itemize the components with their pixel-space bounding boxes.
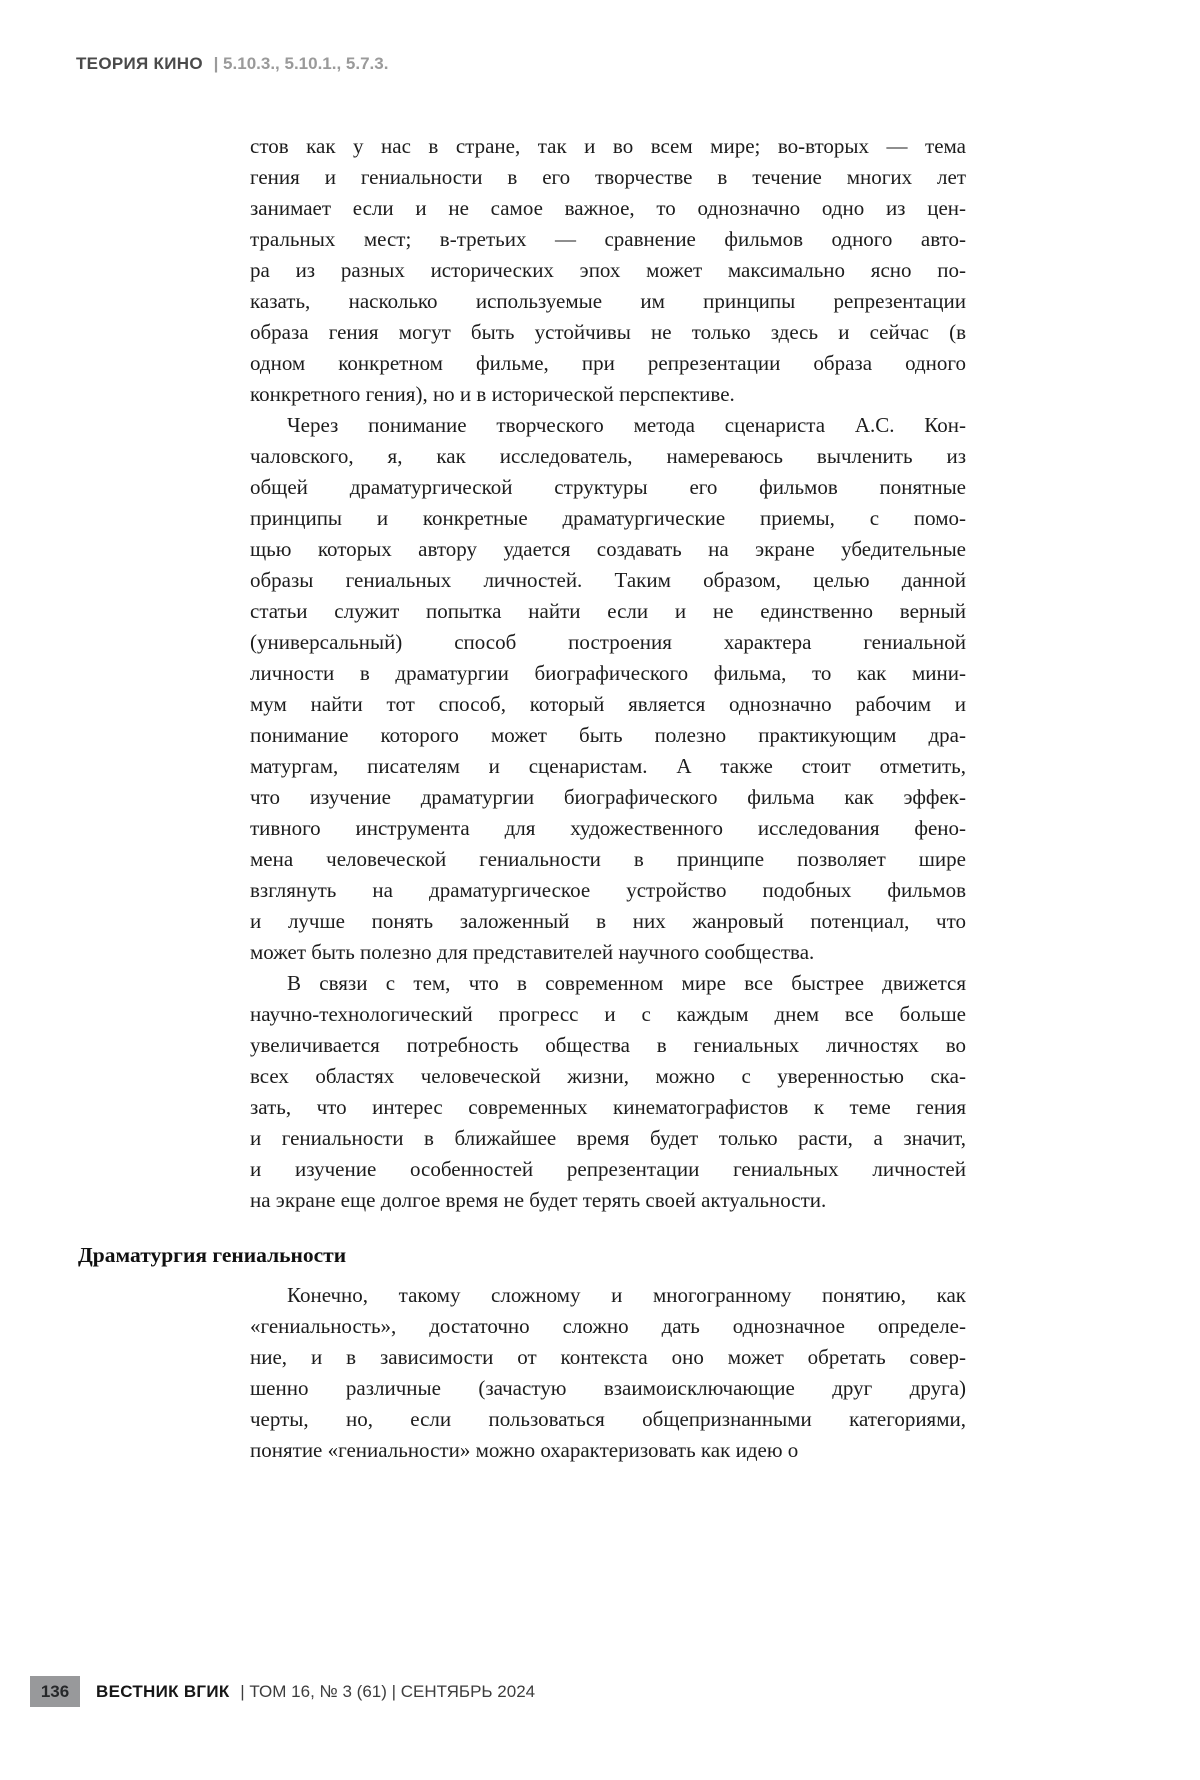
page-footer [0, 1676, 1200, 1710]
journal-title: ВЕСТНИК ВГИК [96, 1682, 230, 1701]
footer-text [96, 1682, 535, 1702]
page-number-badge: 136 [30, 1676, 80, 1707]
text-line: образа гения могут быть устойчивы не только здесь и сейчас (в [250, 320, 966, 344]
text-line: гения и гениальности в его творчестве в течение многих лет [250, 165, 966, 189]
text-line: зать, что интерес современных кинематографистов к теме гения [250, 1095, 966, 1119]
text-line: мум найти тот способ, который является однозначно рабочим и [250, 692, 966, 716]
issue-info: | ТОМ 16, № 3 (61) | СЕНТЯБРЬ 2024 [240, 1682, 536, 1701]
paragraph [250, 968, 966, 1216]
text-line: Через понимание творческого метода сценариста А.С. Кон- [287, 413, 966, 437]
text-line: мена человеческой гениальности в принципе позволяет шире [250, 847, 966, 871]
section-heading: Драматургия гениальности [78, 1243, 347, 1267]
text-line: и лучше понять заложенный в них жанровый потенциал, что [250, 909, 966, 933]
text-line: стов как у нас в стране, так и во всем мире; во-вторых — тема [250, 134, 966, 158]
text-line: щью которых автору удается создавать на экране убедительные [250, 537, 966, 561]
text-line: личности в драматургии биографического фильма, то как мини- [250, 661, 966, 685]
text-line: Конечно, такому сложному и многогранному понятию, как [287, 1283, 966, 1307]
text-line: «гениальность», достаточно сложно дать однозначное определе- [250, 1314, 966, 1338]
paragraph [250, 131, 966, 410]
text-line: на экране еще долгое время не будет терять своей актуальности. [250, 1188, 827, 1212]
text-line: и изучение особенностей репрезентации гениальных личностей [250, 1157, 966, 1181]
paragraph [250, 1280, 966, 1466]
text-line: образы гениальных личностей. Таким образом, целью данной [250, 568, 966, 592]
section-label: ТЕОРИЯ КИНО [76, 54, 203, 73]
text-line: понимание которого может быть полезно практикующим дра- [250, 723, 966, 747]
text-line: казать, насколько используемые им принципы репрезентации [250, 289, 966, 313]
text-line: (универсальный) способ построения характера гениальной [250, 630, 966, 654]
page-header [76, 54, 388, 74]
paragraph [250, 410, 966, 968]
classification-codes: | 5.10.3., 5.10.1., 5.7.3. [213, 54, 389, 73]
text-line: увеличивается потребность общества в гениальных личностях во [250, 1033, 966, 1057]
text-line: научно-технологический прогресс и с каждым днем все больше [250, 1002, 966, 1026]
text-line: и гениальности в ближайшее время будет только расти, а значит, [250, 1126, 966, 1150]
text-line: чаловского, я, как исследователь, намереваюсь вычленить из [250, 444, 966, 468]
body-content [78, 131, 968, 1466]
text-line: ние, и в зависимости от контекста оно может обретать совер- [250, 1345, 966, 1369]
text-line: общей драматургической структуры его фильмов понятные [250, 475, 966, 499]
text-line: тральных мест; в-третьих — сравнение фильмов одного авто- [250, 227, 966, 251]
text-line: принципы и конкретные драматургические приемы, с помо- [250, 506, 966, 530]
text-line: всех областях человеческой жизни, можно с уверенностью ска- [250, 1064, 966, 1088]
text-line: статьи служит попытка найти если и не единственно верный [250, 599, 966, 623]
text-line: ра из разных исторических эпох может максимально ясно по- [250, 258, 966, 282]
text-line: шенно различные (зачастую взаимоисключающие друг друга) [250, 1376, 966, 1400]
text-line: тивного инструмента для художественного исследования фено- [250, 816, 966, 840]
text-line: понятие «гениальности» можно охарактеризовать как идею о [250, 1438, 799, 1462]
text-line: черты, но, если пользоваться общепризнанными категориями, [250, 1407, 966, 1431]
text-line: В связи с тем, что в современном мире все быстрее движется [287, 971, 966, 995]
text-line: занимает если и не самое важное, то однозначно одно из цен- [250, 196, 966, 220]
text-line: что изучение драматургии биографического фильма как эффек- [250, 785, 966, 809]
text-line: конкретного гения), но и в исторической перспективе. [250, 382, 735, 406]
text-line: матургам, писателям и сценаристам. А также стоит отметить, [250, 754, 966, 778]
text-line: одном конкретном фильме, при репрезентации образа одного [250, 351, 966, 375]
text-line: взглянуть на драматургическое устройство подобных фильмов [250, 878, 966, 902]
text-line: может быть полезно для представителей научного сообщества. [250, 940, 815, 964]
